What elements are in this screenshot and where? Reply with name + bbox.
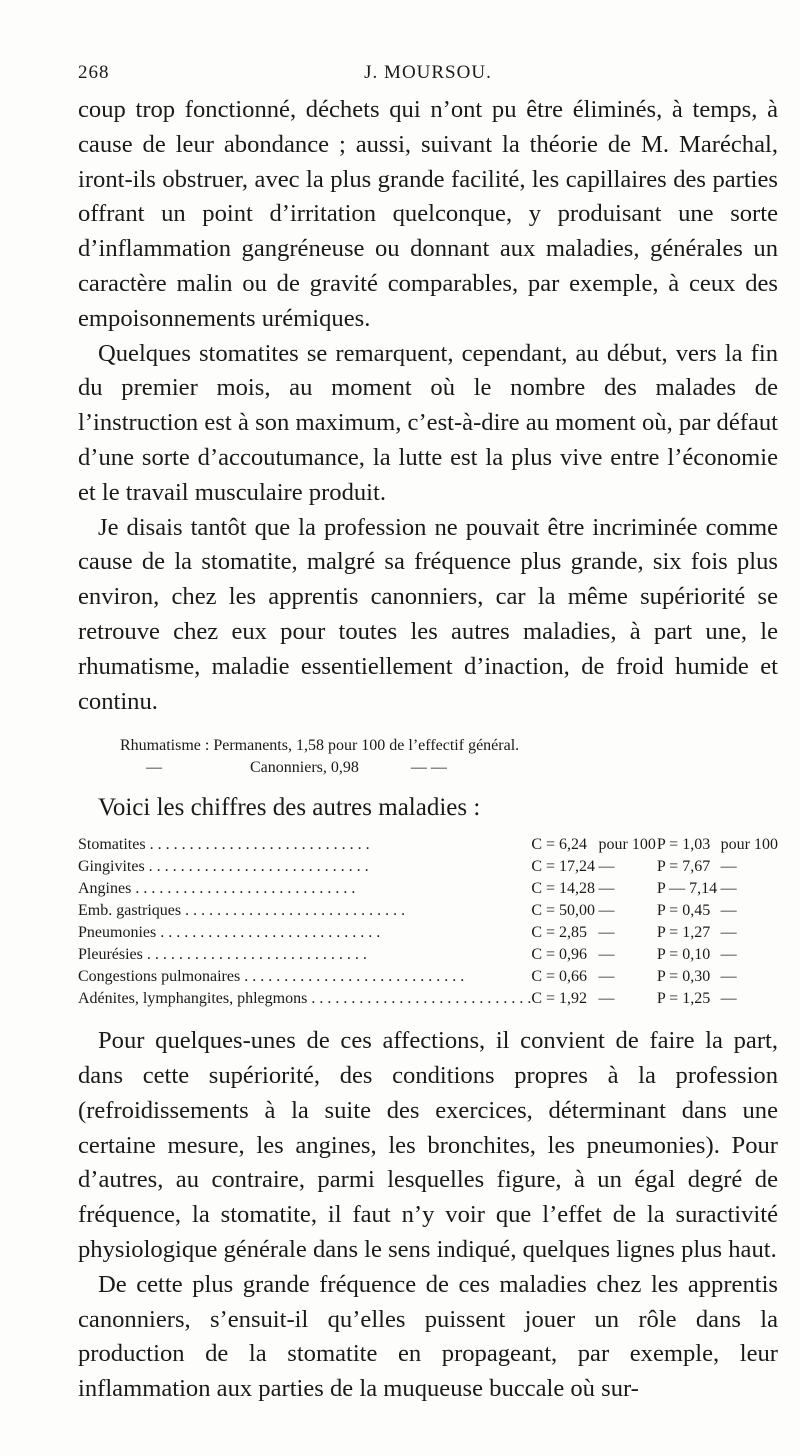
disease-name-text: Gingivites <box>78 858 145 876</box>
per-hundred-label-text: — <box>598 858 615 876</box>
per-hundred-label-text: — <box>720 880 737 898</box>
running-title: J. MOURSOU. <box>364 62 492 83</box>
table-row <box>78 944 778 966</box>
canonniers-rate <box>531 966 598 988</box>
per-hundred-label-text: — <box>720 968 737 986</box>
permanents-rate-text: P = 0,30 <box>656 968 711 986</box>
table-row <box>78 834 778 856</box>
paragraph-1: coup trop fonctionné, déchets qui n’ont pu être éliminés, à temps, à cause de leur abondance ; aussi, suivant la théorie de M. Maréchal, iront-ils obstruer, avec la plus grande facilité, les capillaires des parties offrant un point d’irritation quelconque, y produisant une sorte d’inflammation gangréneuse ou donnant aux maladies, générales un caractère malin ou de gravité comparables, par exemple, à ceux des empoisonnements urémiques. <box>78 96 778 332</box>
paragraph-5: De cette plus grande fréquence de ces maladies chez les apprentis canonniers, s’ensuit-il qu’elles puissent jouer un rôle dans la production de la stomatite en propageant, par exemple, leur inflammation aux parties de la muqueuse buccale où sur- <box>78 1270 778 1403</box>
permanents-rate-text: P = 1,25 <box>656 990 711 1008</box>
disease-name <box>78 988 531 1010</box>
per-hundred-label <box>599 988 657 1010</box>
disease-name <box>78 878 531 900</box>
per-hundred-label-text: — <box>598 902 615 920</box>
table-row <box>78 878 778 900</box>
per-hundred-label <box>721 922 778 944</box>
per-hundred-label-text: — <box>720 902 737 920</box>
permanents-rate <box>657 922 721 944</box>
disease-name-text: Pneumonies <box>78 924 157 942</box>
canonniers-rate-text: C = 1,92 <box>531 990 588 1008</box>
canonniers-rate <box>531 856 598 878</box>
paragraph-3: Je disais tantôt que la profession ne pouvait être incriminée comme cause de la stomatite, malgré sa fréquence plus grande, six fois plus environ, chez les apprentis canonniers, car la même supériorité se retrouve chez eux pour toutes les autres maladies, à part une, le rhumatisme, maladie essentiellement d’inaction, de froid humide et continu. <box>78 513 778 715</box>
disease-name <box>78 966 531 988</box>
per-hundred-label <box>721 834 778 856</box>
bottom-text <box>78 1024 778 1407</box>
per-hundred-label <box>599 966 657 988</box>
per-hundred-label-text: — <box>598 880 615 898</box>
per-hundred-label <box>599 856 657 878</box>
permanents-rate <box>657 878 721 900</box>
canonniers-rate-text: C = 50,00 <box>531 902 596 920</box>
permanents-rate <box>657 988 721 1010</box>
per-hundred-label <box>599 834 657 856</box>
running-header <box>78 62 778 86</box>
table-row <box>78 966 778 988</box>
permanents-rate <box>657 834 721 856</box>
ditto-dash: — <box>146 759 162 777</box>
canonniers-rate-text: C = 0,96 <box>531 946 588 964</box>
permanents-rate <box>657 856 721 878</box>
canonniers-rate <box>531 988 598 1010</box>
permanents-rate-text: P = 7,67 <box>656 858 711 876</box>
per-hundred-label-text: — <box>720 924 737 942</box>
permanents-rate-text: P — 7,14 <box>656 880 718 898</box>
per-hundred-label-text: — <box>720 946 737 964</box>
permanents-rate-text: P = 0,45 <box>656 902 711 920</box>
permanents-rate-text: P = 1,03 <box>656 836 711 854</box>
permanents-rate-text: P = 1,27 <box>656 924 711 942</box>
canonniers-rate-text: C = 6,24 <box>531 836 588 854</box>
disease-name-text: Adénites, lymphangites, phlegmons <box>78 990 308 1008</box>
permanents-rate-text: P = 0,10 <box>656 946 711 964</box>
canonniers-rate-text: C = 0,66 <box>531 968 588 986</box>
paragraph-4: Pour quelques-unes de ces affections, il convient de faire la part, dans cette supériorité, des conditions propres à la profession (refroidissements à la suite des exercices, déterminant dans une certaine mesure, les angines, les bronchites, les pneumonies). Pour d’autres, au contraire, parmi lesquelles figure, à un égal degré de fréquence, la stomatite, il faut n’y voir que l’effet de la suractivité physiologique générale dans le sens indiqué, quelques lignes plus haut. <box>78 1027 778 1263</box>
per-hundred-label <box>721 944 778 966</box>
canonniers-rate-text: C = 17,24 <box>531 858 596 876</box>
leader-dots: . . . . . . . . . . . . . . . . . . . . . . . . . . . . <box>144 858 369 876</box>
canonniers-rate <box>531 900 598 922</box>
table-intro: Voici les chiffres des autres maladies : <box>98 794 481 822</box>
canonniers-rate <box>531 834 598 856</box>
disease-name-text: Congestions pulmonaires <box>78 968 241 986</box>
per-hundred-label-text: — <box>598 990 615 1008</box>
permanents-rate <box>657 900 721 922</box>
per-hundred-label-text: — <box>598 968 615 986</box>
rheumatism-canonniers-value: Canonniers, 0,98 <box>250 759 359 777</box>
leader-dots: . . . . . . . . . . . . . . . . . . . . . . . . . . . . <box>145 836 370 854</box>
permanents-rate <box>657 944 721 966</box>
disease-name <box>78 922 531 944</box>
per-hundred-label-text: pour 100 <box>598 836 656 854</box>
disease-name-text: Angines <box>78 880 132 898</box>
leader-dots: . . . . . . . . . . . . . . . . . . . . . . . . . . . . <box>131 880 356 898</box>
leader-dots: . . . . . . . . . . . . . . . . . . . . . . . . . . . . <box>240 968 465 986</box>
per-hundred-label <box>599 900 657 922</box>
permanents-rate <box>657 966 721 988</box>
canonniers-rate-text: C = 14,28 <box>531 880 596 898</box>
canonniers-rate <box>531 944 598 966</box>
per-hundred-label <box>721 988 778 1010</box>
per-hundred-label-text: — <box>720 990 737 1008</box>
rheumatism-line-canonniers <box>78 757 778 779</box>
per-hundred-label <box>721 878 778 900</box>
table-row <box>78 922 778 944</box>
per-hundred-label <box>599 944 657 966</box>
per-hundred-label-text: — <box>598 924 615 942</box>
page-number: 268 <box>78 62 110 83</box>
per-hundred-label-text: — <box>720 858 737 876</box>
disease-name <box>78 900 531 922</box>
disease-name <box>78 834 531 856</box>
disease-name-text: Pleurésies <box>78 946 143 964</box>
per-hundred-label <box>721 966 778 988</box>
ditto-marks: — — <box>410 759 447 777</box>
canonniers-rate <box>531 878 598 900</box>
table-row <box>78 988 778 1010</box>
leader-dots: . . . . . . . . . . . . . . . . . . . . . . . . . . . . <box>307 990 532 1008</box>
per-hundred-label-text: — <box>598 946 615 964</box>
leader-dots: . . . . . . . . . . . . . . . . . . . . . . . . . . . . <box>142 946 367 964</box>
table-row <box>78 900 778 922</box>
disease-name <box>78 856 531 878</box>
per-hundred-label <box>721 856 778 878</box>
leader-dots: . . . . . . . . . . . . . . . . . . . . . . . . . . . . <box>181 902 406 920</box>
disease-name-text: Stomatites <box>78 836 146 854</box>
rheumatism-figures <box>78 735 778 779</box>
canonniers-rate-text: C = 2,85 <box>531 924 588 942</box>
paragraph-2: Quelques stomatites se remarquent, cependant, au début, vers la fin du premier mois, au moment où le nombre des malades de l’instruction est à son maximum, c’est-à-dire au moment où, par défaut d’une sorte d’accoutumance, la lutte est la plus vive entre l’économie et le travail musculaire produit. <box>78 339 778 506</box>
disease-name-text: Emb. gastriques <box>78 902 182 920</box>
table-row <box>78 856 778 878</box>
disease-table <box>78 834 778 1010</box>
per-hundred-label <box>721 900 778 922</box>
canonniers-rate <box>531 922 598 944</box>
per-hundred-label-text: pour 100 <box>720 836 778 854</box>
disease-name <box>78 944 531 966</box>
per-hundred-label <box>599 922 657 944</box>
page-body <box>78 93 778 1407</box>
rheumatism-line-permanents: Rhumatisme : Permanents, 1,58 pour 100 de l’effectif général. <box>120 737 520 755</box>
disease-table-body <box>78 834 778 1010</box>
per-hundred-label <box>599 878 657 900</box>
leader-dots: . . . . . . . . . . . . . . . . . . . . . . . . . . . . <box>156 924 381 942</box>
